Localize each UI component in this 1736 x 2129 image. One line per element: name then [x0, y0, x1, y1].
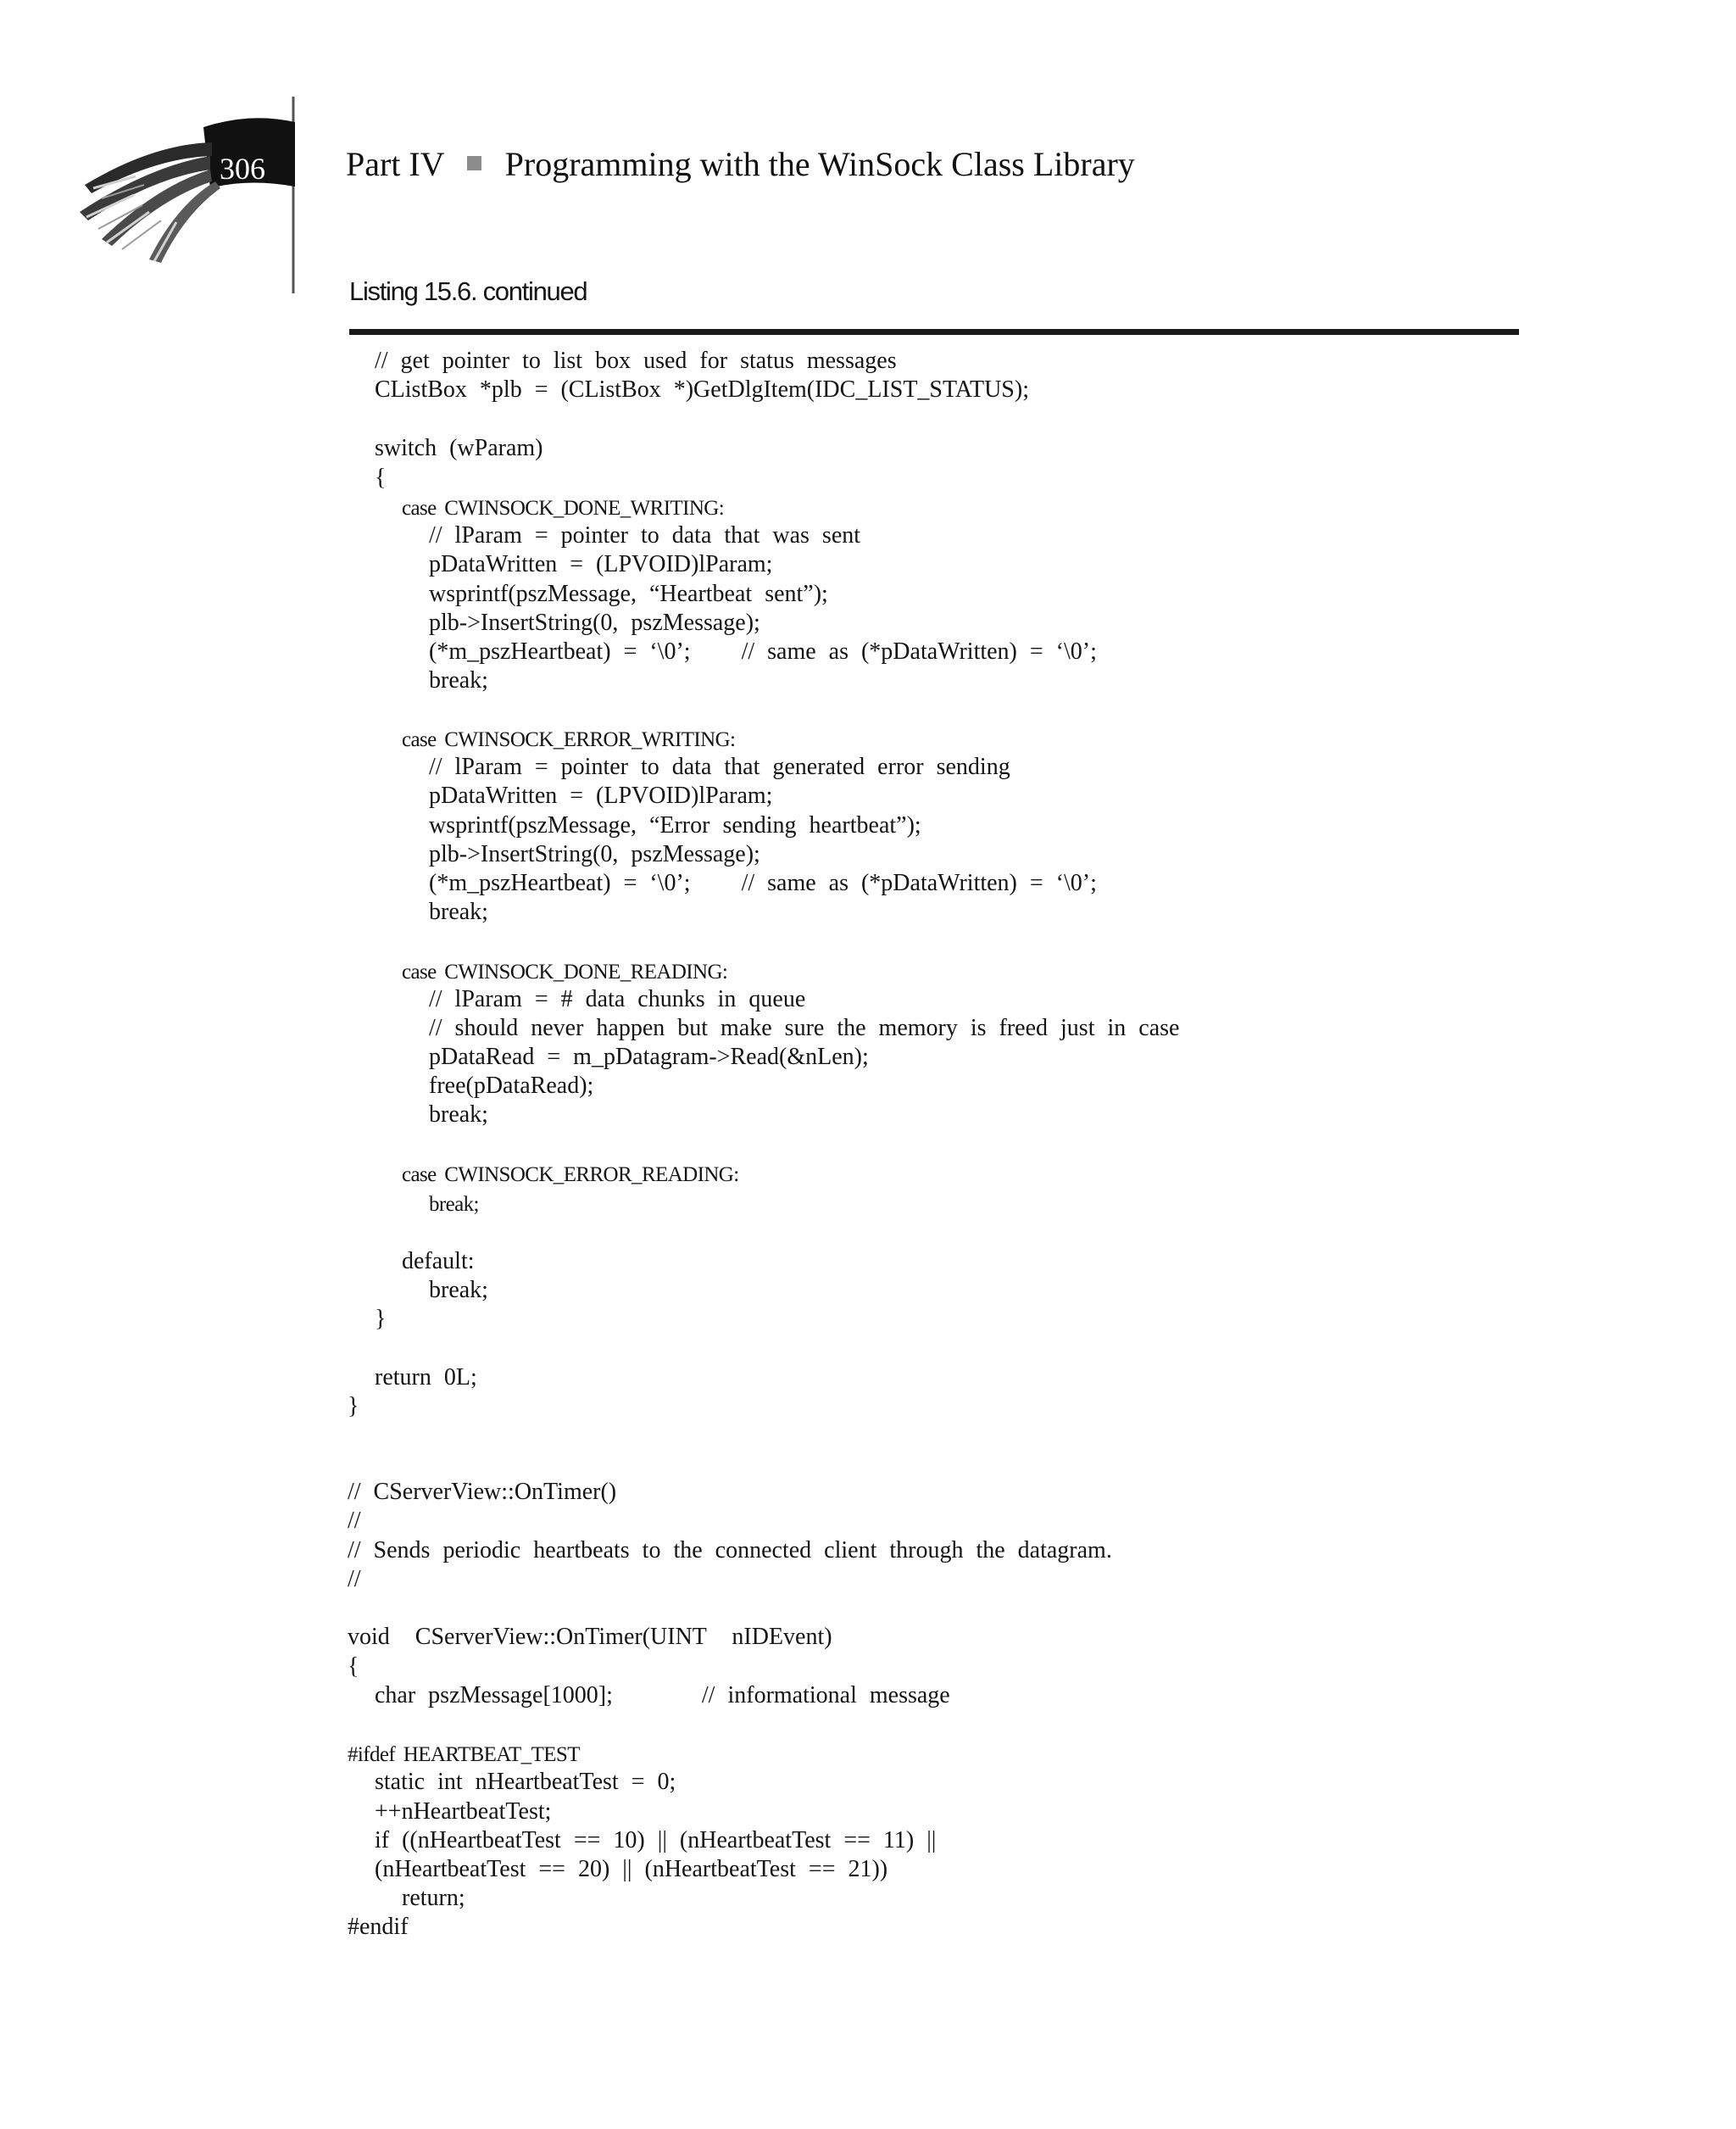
code-line: if ((nHeartbeatTest == 10) || (nHeartbeatTest == 11) ||	[375, 1827, 937, 1853]
code-line: break;	[429, 667, 488, 694]
code-line: // CServerView::OnTimer()	[348, 1479, 617, 1505]
code-line: free(pDataRead);	[429, 1073, 594, 1099]
code-line: pDataWritten = (LPVOID)lParam;	[429, 783, 773, 809]
code-line: case CWINSOCK_ERROR_WRITING:	[402, 728, 736, 751]
code-line: wsprintf(pszMessage, “Heartbeat sent”);	[429, 581, 828, 607]
code-line: break;	[429, 1277, 488, 1303]
chapter-title: Programming with the WinSock Class Library	[504, 145, 1135, 183]
code-line: wsprintf(pszMessage, “Error sending heartbeat”);	[429, 812, 921, 839]
code-line: char pszMessage[1000]; // informational message	[375, 1682, 950, 1708]
code-line: (nHeartbeatTest == 20) || (nHeartbeatTest == 21))	[375, 1856, 888, 1882]
code-line: ++nHeartbeatTest;	[375, 1798, 552, 1825]
listing-rule	[349, 329, 1519, 335]
code-line: // lParam = pointer to data that generated error sending	[429, 754, 1010, 780]
code-line: plb->InsertString(0, pszMessage);	[429, 841, 760, 867]
code-line: break;	[429, 1101, 488, 1128]
hand-banner-icon	[68, 93, 322, 297]
code-line: (*m_pszHeartbeat) = ‘\0’; // same as (*pDataWritten) = ‘\0’;	[429, 870, 1097, 896]
code-line: pDataRead = m_pDatagram->Read(&nLen);	[429, 1044, 869, 1070]
code-line: // should never happen but make sure the memory is freed just in case	[429, 1015, 1180, 1041]
code-line: switch (wParam)	[375, 435, 543, 461]
code-line: case CWINSOCK_ERROR_READING:	[402, 1163, 739, 1186]
square-bullet-icon	[467, 156, 481, 170]
code-line: // lParam = pointer to data that was sent	[429, 522, 861, 549]
code-line: // Sends periodic heartbeats to the connected client through the datagram.	[348, 1537, 1112, 1563]
code-line: //	[348, 1566, 361, 1592]
code-line: static int nHeartbeatTest = 0;	[375, 1769, 676, 1795]
code-line: case CWINSOCK_DONE_READING:	[402, 961, 728, 984]
code-line: (*m_pszHeartbeat) = ‘\0’; // same as (*pDataWritten) = ‘\0’;	[429, 638, 1097, 665]
code-line: {	[375, 465, 387, 491]
code-line: return 0L;	[375, 1364, 477, 1391]
code-line: // get pointer to list box used for status messages	[375, 348, 897, 374]
code-line: }	[375, 1306, 387, 1332]
code-line: case CWINSOCK_DONE_WRITING:	[402, 497, 725, 520]
code-line: plb->InsertString(0, pszMessage);	[429, 610, 760, 636]
page-number: 306	[220, 152, 265, 186]
code-line: break;	[429, 899, 488, 925]
code-line: CListBox *plb = (CListBox *)GetDlgItem(IDC_LIST_STATUS);	[375, 376, 1029, 403]
code-line: {	[348, 1653, 359, 1680]
code-line: }	[348, 1393, 359, 1419]
code-line: break;	[429, 1193, 479, 1216]
code-line: void CServerView::OnTimer(UINT nIDEvent)	[348, 1624, 832, 1650]
listing-caption: Listing 15.6. continued	[349, 276, 587, 306]
part-label: Part IV	[346, 145, 445, 183]
code-line: return;	[402, 1885, 465, 1911]
code-line: #endif	[348, 1914, 409, 1940]
code-line: //	[348, 1508, 361, 1534]
code-line: // lParam = # data chunks in queue	[429, 986, 806, 1012]
code-line: pDataWritten = (LPVOID)lParam;	[429, 551, 773, 577]
code-line: default:	[402, 1248, 475, 1274]
code-line: #ifdef HEARTBEAT_TEST	[348, 1743, 580, 1766]
running-header	[346, 144, 1135, 184]
